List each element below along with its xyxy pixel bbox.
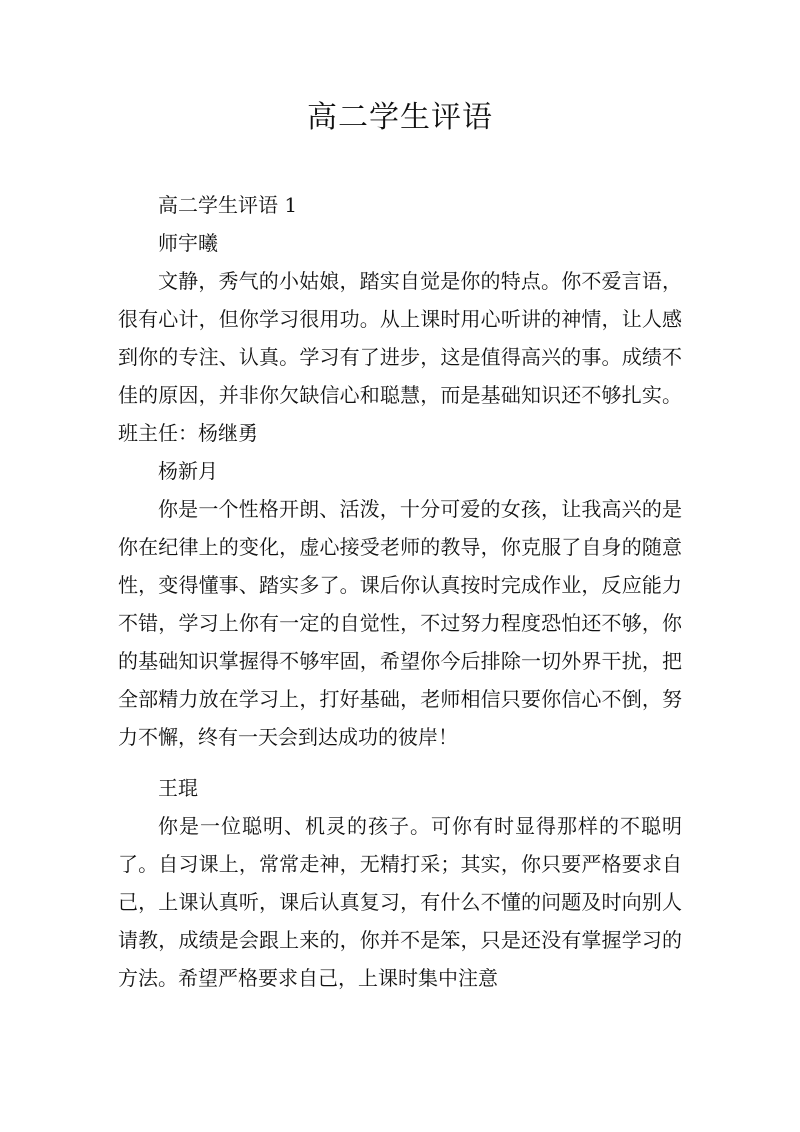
- student-name: 师宇曦: [158, 231, 218, 255]
- student-name: 王琨: [158, 776, 198, 800]
- student-comment: 你是一个性格开朗、活泼，十分可爱的女孩，让我高兴的是你在纪律上的变化，虚心接受老师的教导，你克服了自身的随意性，变得懂事、踏实多了。课后你认真按时完成作业，反应能力不错，学习上你有一定的自觉性，不过努力程度恐怕还不够，你的基础知识掌握得不够牢固，希望你今后排除一切外界干扰，把全部精力放在学习上，打好基础，老师相信只要你信心不倒，努力不懈，终有一天会到达成功的彼岸！: [118, 497, 682, 749]
- student-comment: 文静，秀气的小姑娘，踏实自觉是你的特点。你不爱言语，很有心计，但你学习很用功。从上课时用心听讲的神情，让人感到你的专注、认真。学习有了进步，这是值得高兴的事。成绩不佳的原因，并非你欠缺信心和聪慧，而是基础知识还不够扎实。班主任：杨继勇: [118, 269, 682, 445]
- document-body: [118, 186, 682, 997]
- student-comment: 你是一位聪明、机灵的孩子。可你有时显得那样的不聪明了。自习课上，常常走神，无精打采；其实，你只要严格要求自己，上课认真听，课后认真复习，有什么不懂的问题及时向别人请教，成绩是会跟上来的，你并不是笨，只是还没有掌握学习的方法。希望严格要求自己，上课时集中注意: [118, 814, 682, 990]
- section-heading: 高二学生评语 1: [158, 193, 298, 217]
- student-name: 杨新月: [158, 459, 218, 483]
- document-title: 高二学生评语: [307, 100, 493, 135]
